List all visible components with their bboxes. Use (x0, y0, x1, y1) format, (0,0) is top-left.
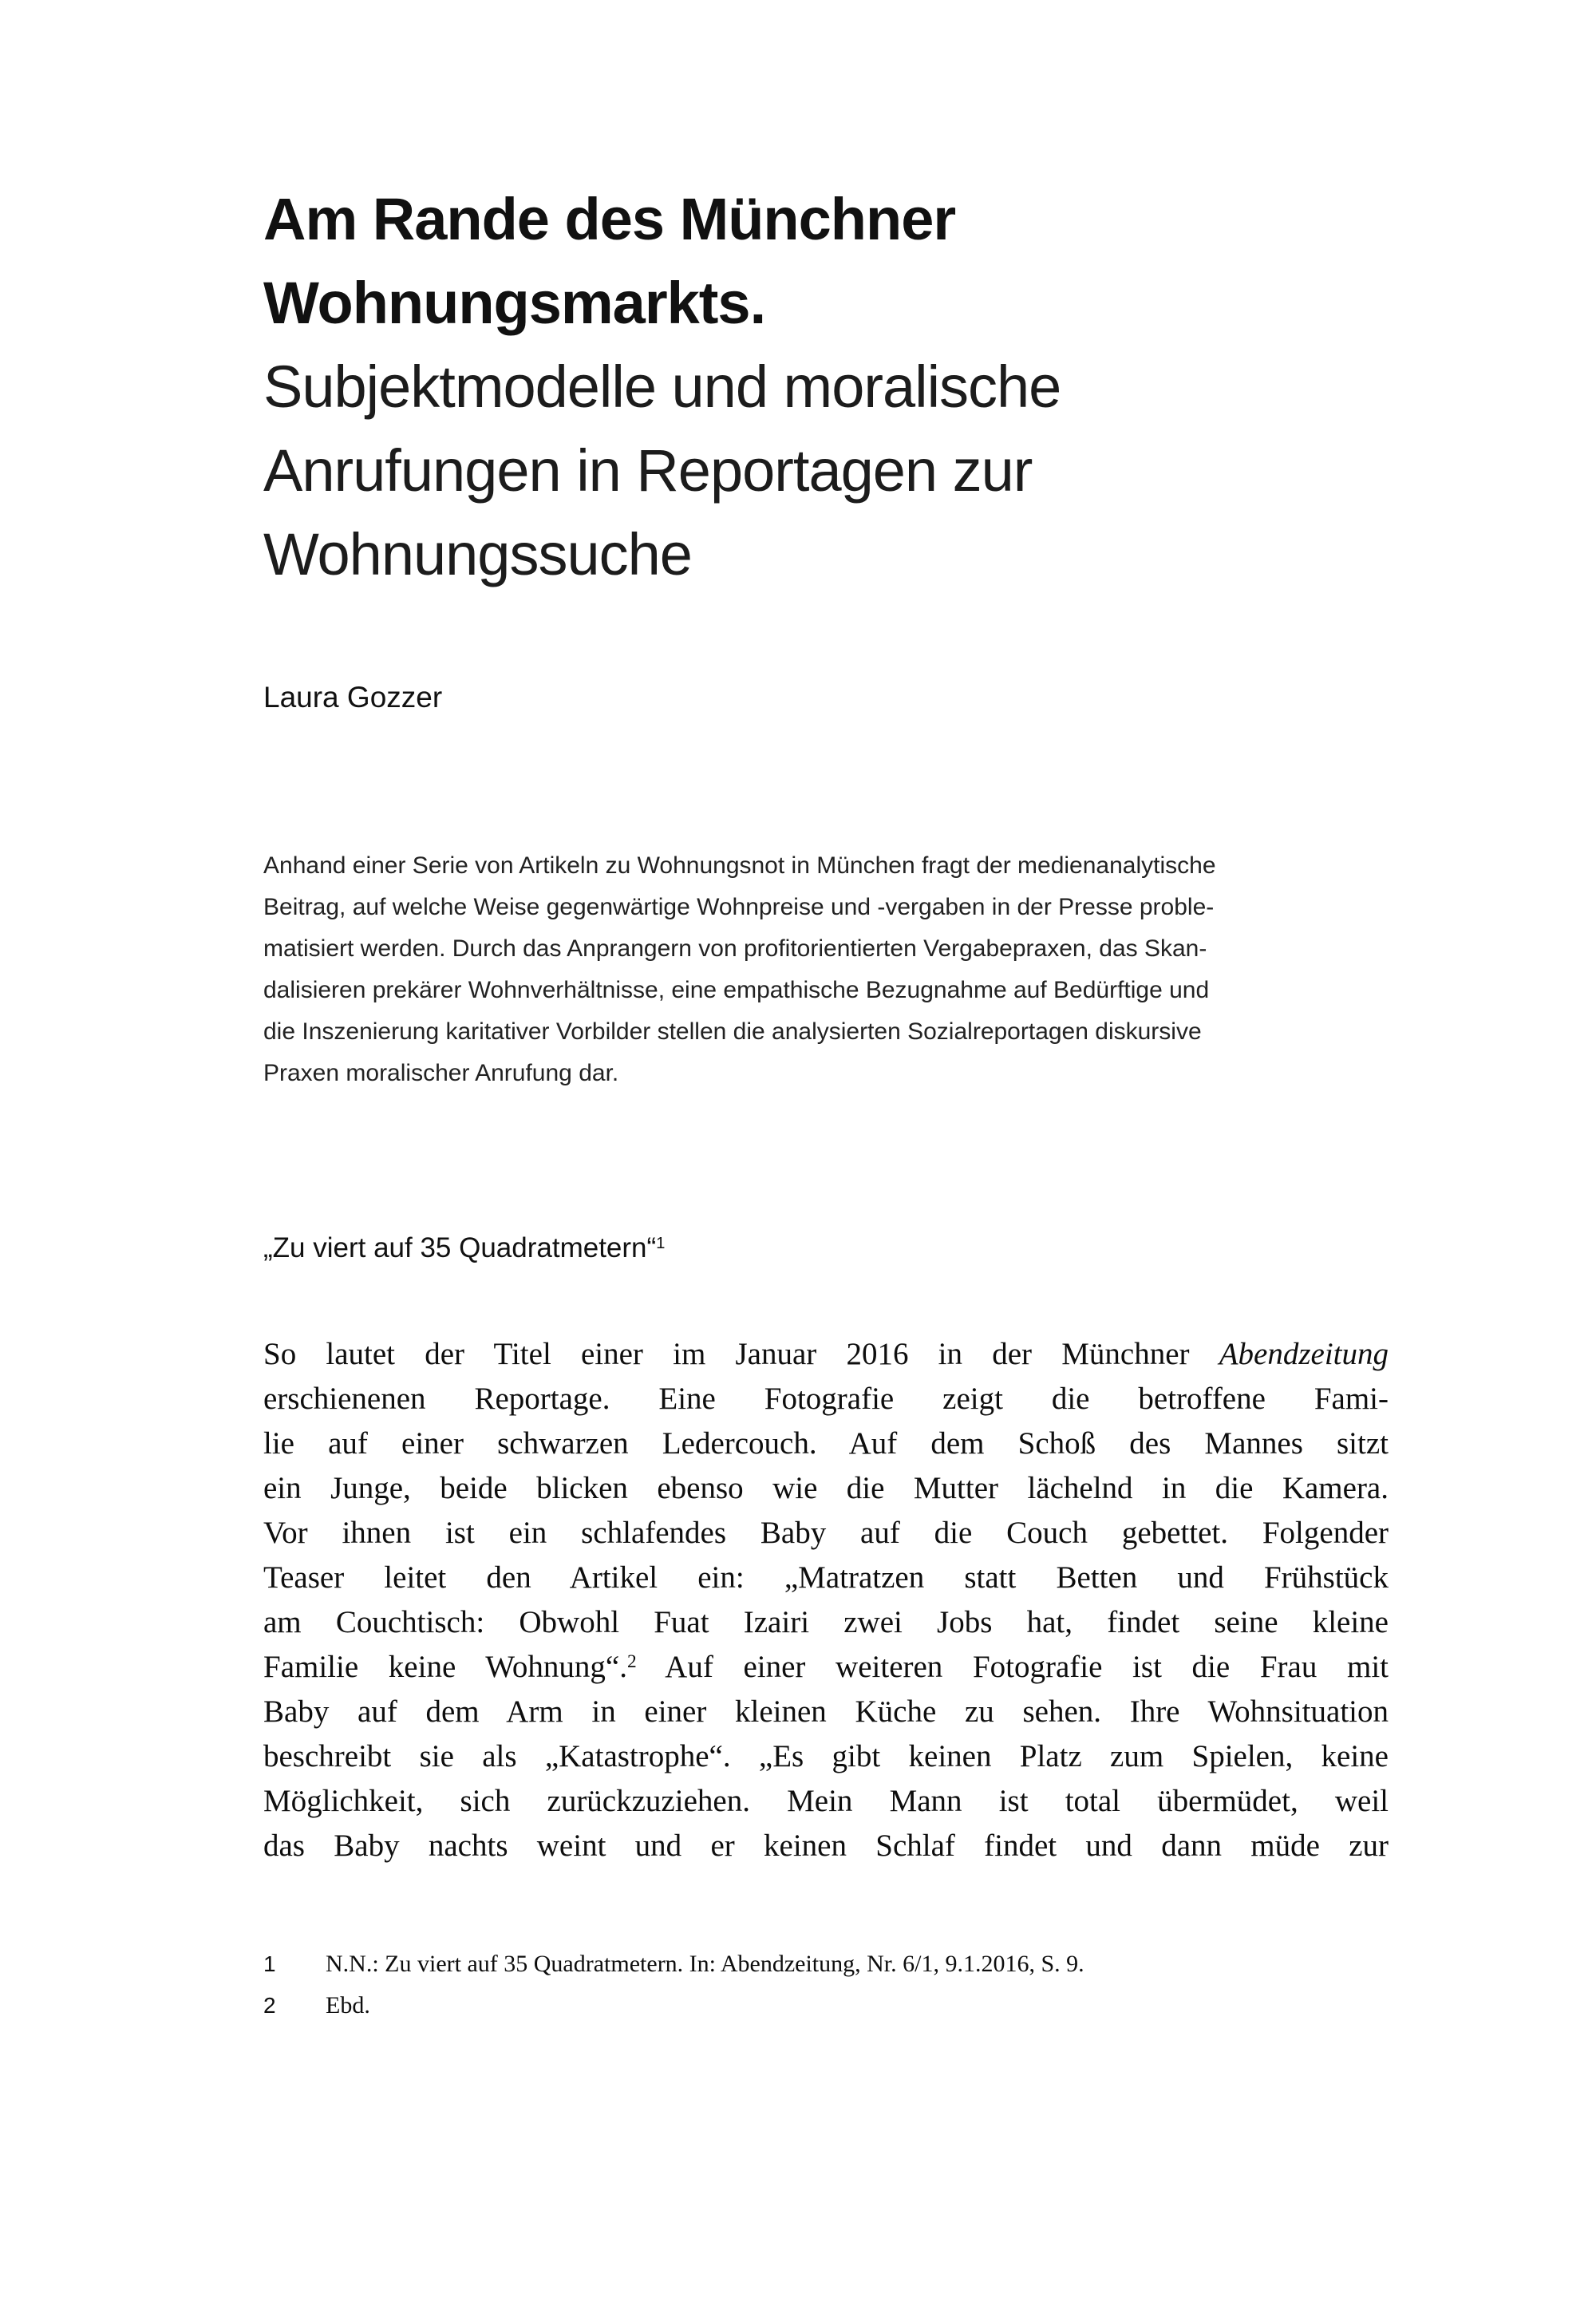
body-line: ein Junge, beide blicken ebenso wie die Mutter lächelnd in die Kamera. (263, 1471, 1389, 1505)
title-main-line: Wohnungsmarkts. (263, 270, 766, 336)
abstract (263, 845, 1412, 1094)
body-line: lie auf einer schwarzen Ledercouch. Auf dem Schoß des Mannes sitzt (263, 1426, 1389, 1461)
section-heading (263, 1232, 665, 1264)
body-line: Familie keine Wohnung“.$^2$ Auf einer weiteren Fotografie ist die Frau mit (263, 1650, 1389, 1684)
footnote-2-text: Ebd. (326, 1992, 370, 2018)
footnote-1-text: N.N.: Zu viert auf 35 Quadratmetern. In: Abendzeitung, Nr. 6/1, 9.1.2016, S. 9. (326, 1951, 1084, 1977)
title-subtitle-line: Wohnungssuche (263, 521, 692, 587)
title-subtitle-line: Subjektmodelle und moralische (263, 354, 1061, 420)
body-paragraph (263, 1332, 1389, 1868)
footnote-1 (263, 1951, 1412, 1992)
footnote-1-number: 1 (263, 1951, 276, 1976)
abstract-line: die Inszenierung karitativer Vorbilder stellen die analysierten Sozialreportagen diskursive (263, 1018, 1202, 1045)
section-heading-text: „Zu viert auf 35 Quadratmetern“ (263, 1232, 657, 1263)
abstract-line: Anhand einer Serie von Artikeln zu Wohnungsnot in München fragt der medienanalytische (263, 852, 1216, 879)
title-main-line: Am Rande des Münchner (263, 186, 956, 252)
abstract-line: Praxen moralischer Anrufung dar. (263, 1060, 619, 1086)
body-line: Teaser leitet den Artikel ein: „Matratzen statt Betten und Frühstück (263, 1560, 1389, 1595)
author-name: Laura Gozzer (263, 681, 443, 714)
article-title (263, 177, 1460, 596)
body-line: am Couchtisch: Obwohl Fuat Izairi zwei Jobs hat, findet seine kleine (263, 1605, 1389, 1639)
abstract-line: Beitrag, auf welche Weise gegenwärtige Wohnpreise und -vergaben in der Presse proble- (263, 894, 1215, 920)
title-subtitle-line: Anrufungen in Reportagen zur (263, 437, 1033, 504)
body-line: So lautet der Titel einer im Januar 2016 in der Münchner Abendzeitung (263, 1337, 1389, 1371)
body-line: Vor ihnen ist ein schlafendes Baby auf die Couch gebettet. Folgender (263, 1516, 1389, 1550)
body-line: beschreibt sie als „Katastrophe“. „Es gibt keinen Platz zum Spielen, keine (263, 1739, 1389, 1773)
body-line: Möglichkeit, sich zurückzuziehen. Mein Mann ist total übermüdet, weil (263, 1784, 1389, 1818)
body-line: das Baby nachts weint und er keinen Schlaf findet und dann müde zur (263, 1829, 1389, 1863)
abstract-line: dalisieren prekärer Wohnverhältnisse, eine empathische Bezugnahme auf Bedürftige und (263, 977, 1210, 1003)
footnotes-section (263, 1951, 1412, 2034)
footnote-2 (263, 1992, 1412, 2034)
abstract-line: matisiert werden. Durch das Anprangern von profitorientierten Vergabepraxen, das Skan- (263, 935, 1207, 962)
body-line: Baby auf dem Arm in einer kleinen Küche zu sehen. Ihre Wohnsituation (263, 1694, 1389, 1729)
title-subtitle (263, 345, 1460, 596)
title-main (263, 177, 1460, 345)
footnote-2-number: 2 (263, 1993, 276, 2018)
body-line: erschienenen Reportage. Eine Fotografie zeigt die betroffene Fami- (263, 1382, 1389, 1416)
footnote-ref-1: 1 (656, 1234, 666, 1252)
